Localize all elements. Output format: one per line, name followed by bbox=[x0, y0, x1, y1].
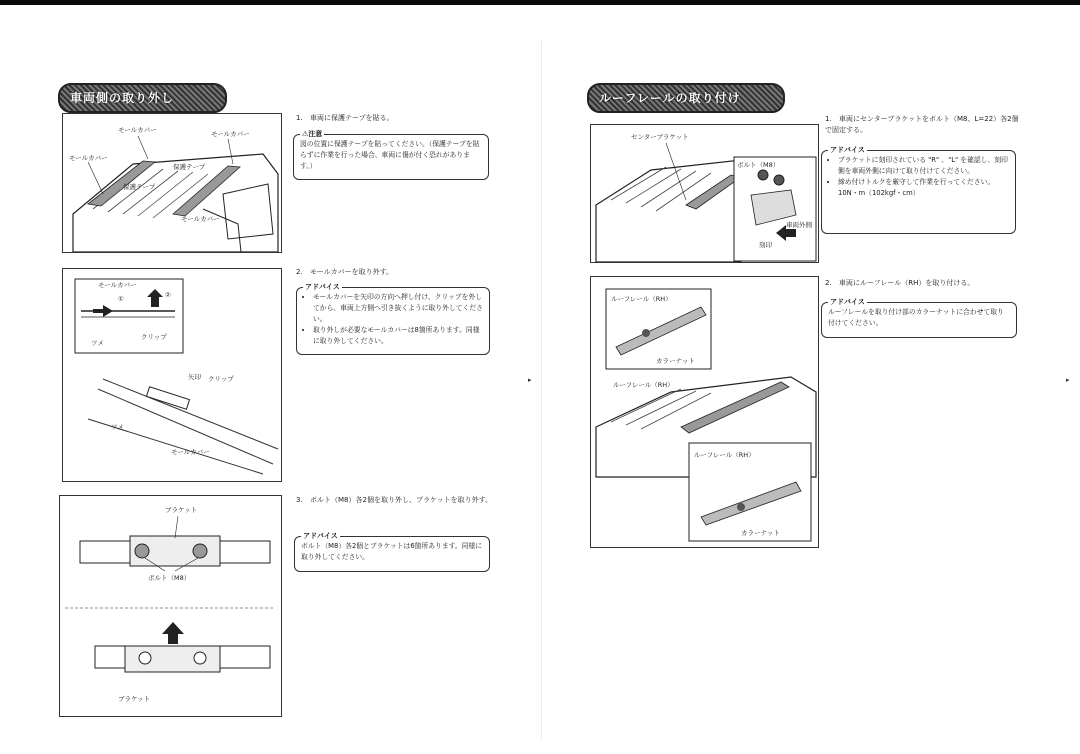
advice-bullet-2: • 取り外しが必要なモールカバーは8箇所あります。同様に取り外してください。 bbox=[313, 325, 483, 347]
advice-text: ボルト（M8）各2個とブラケットは6箇所あります。同様に取り外してください。 bbox=[301, 542, 483, 561]
fig2-label-9: モールカバー bbox=[171, 448, 210, 456]
step-number: 2. bbox=[296, 268, 303, 276]
caution-title: ⚠注意 bbox=[302, 130, 323, 138]
fig1-label-3: モールカバー bbox=[69, 154, 108, 162]
fig3-label-2: ボルト（M8） bbox=[148, 574, 191, 582]
fig2-label-7: クリップ bbox=[208, 375, 234, 383]
step-number: 3. bbox=[296, 496, 303, 504]
top-bar bbox=[0, 0, 1080, 5]
step-text: 車両にルーフレール（RH）を取り付ける。 bbox=[839, 279, 975, 287]
left-step-2 bbox=[296, 267, 496, 278]
mall-cover-illustration bbox=[63, 269, 281, 481]
step-text: 車両にセンターブラケットをボルト（M8、L=22）各2個で固定する。 bbox=[825, 115, 1019, 134]
roof-rail-illustration bbox=[591, 277, 818, 547]
advice-title: アドバイス bbox=[305, 283, 340, 291]
bracket-illustration bbox=[60, 496, 281, 716]
left-advice-box-3 bbox=[294, 532, 490, 572]
right-fig1-label-3: 車両外側 bbox=[786, 221, 812, 229]
fig1-label-1: モールカバー bbox=[118, 126, 157, 134]
section-title-left: 車両側の取り外し bbox=[58, 83, 227, 113]
fig2-label-2: ① bbox=[118, 295, 124, 303]
right-fig2-label-2: カラーナット bbox=[656, 357, 695, 365]
roof-illustration-1 bbox=[63, 114, 281, 252]
right-fig2-label-1: ルーフレール（RH） bbox=[611, 295, 672, 303]
advice-bullet-1: • ブラケットに刻印されている "R" 、"L" を確認し、刻印側を車両外側に向けて取り付けてください。 bbox=[838, 155, 1009, 177]
step-text: 車両に保護テープを貼る。 bbox=[310, 114, 394, 122]
fig2-label-5: クリップ bbox=[141, 333, 167, 341]
advice-text: ルーフレールを取り付け部のカラーナットに合わせて取り付けてください。 bbox=[828, 308, 1004, 327]
right-step-2 bbox=[825, 278, 1025, 289]
fig1-label-2: モールカバー bbox=[211, 130, 250, 138]
fig1-label-4: 保護テープ bbox=[173, 163, 206, 171]
page-marker-left: ▸ bbox=[528, 376, 532, 384]
fig3-label-1: ブラケット bbox=[165, 506, 198, 514]
advice-bullet-2: • 締め付けトルクを厳守して作業を行ってください。 bbox=[838, 177, 1009, 188]
fig2-label-1: モールカバー bbox=[98, 281, 137, 289]
section-title-right: ルーフレールの取り付け bbox=[587, 83, 785, 113]
fig2-label-6: 矢印 bbox=[188, 373, 201, 381]
right-fig1-label-2: ボルト（M8） bbox=[737, 161, 780, 169]
right-fig1-label-1: センターブラケット bbox=[631, 133, 689, 141]
figure-mall-cover bbox=[62, 268, 282, 482]
step-number: 2. bbox=[825, 279, 832, 287]
page-marker-right: ▸ bbox=[1066, 376, 1070, 384]
figure-center-bracket bbox=[590, 124, 819, 263]
right-fig2-label-5: カラーナット bbox=[741, 529, 780, 537]
figure-bracket bbox=[59, 495, 282, 717]
advice-title: アドバイス bbox=[303, 532, 338, 540]
advice-title: アドバイス bbox=[830, 146, 865, 154]
advice-title: アドバイス bbox=[830, 298, 865, 306]
caution-text: 図の位置に保護テープを貼ってください。（保護テープを貼らずに作業を行った場合、車両に傷が付く恐れがあります。） bbox=[300, 140, 480, 170]
center-bracket-illustration bbox=[591, 125, 818, 262]
right-fig2-label-3: ルーフレール（RH） bbox=[613, 381, 674, 389]
fig2-label-4: ツメ bbox=[91, 339, 104, 347]
left-caution-box bbox=[293, 130, 489, 180]
advice-bullet-1: • モールカバーを矢印の方向へ押し付け、クリップを外してから、車両上方側へ引き抜くように取り外してください。 bbox=[313, 292, 483, 325]
fig1-label-5: 保護テープ bbox=[123, 183, 156, 191]
step-text: モールカバーを取り外す。 bbox=[310, 268, 394, 276]
fig1-label-6: モールカバー bbox=[181, 215, 220, 223]
right-fig2-label-4: ルーフレール（RH） bbox=[694, 451, 755, 459]
left-step-1 bbox=[296, 113, 496, 124]
fig3-label-3: ブラケット bbox=[118, 695, 151, 703]
fig2-label-8: ツメ bbox=[111, 423, 124, 431]
figure-roof-rail bbox=[590, 276, 819, 548]
step-text: ボルト（M8）各2個を取り外し、ブラケットを取り外す。 bbox=[310, 496, 493, 504]
page-divider bbox=[541, 40, 542, 740]
left-step-3 bbox=[296, 495, 496, 506]
torque-value: 10N・m（102kgf・cm） bbox=[838, 189, 920, 197]
fig2-label-3: ② bbox=[165, 291, 171, 299]
right-step-1 bbox=[825, 114, 1025, 136]
right-fig1-label-4: 刻印 bbox=[759, 241, 772, 249]
right-advice-box-2 bbox=[821, 298, 1017, 338]
figure-protect-tape bbox=[62, 113, 282, 253]
right-advice-box-1 bbox=[821, 146, 1016, 234]
step-number: 1. bbox=[296, 114, 303, 122]
step-number: 1. bbox=[825, 115, 832, 123]
left-advice-box-2 bbox=[296, 283, 490, 355]
